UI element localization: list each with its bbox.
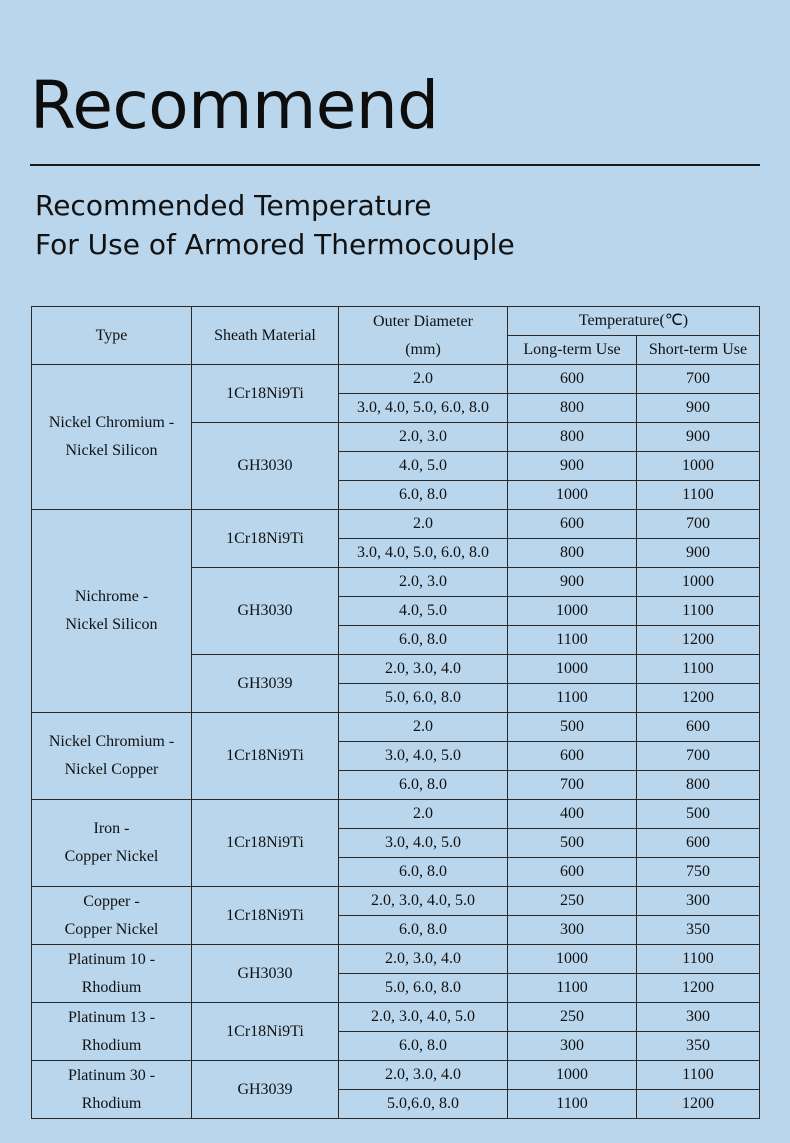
short-term-temp-cell: 1100 bbox=[637, 481, 760, 510]
short-term-temp-cell: 900 bbox=[637, 423, 760, 452]
type-label-line-2: Rhodium bbox=[81, 978, 142, 996]
table-row bbox=[32, 945, 760, 974]
type-cell bbox=[32, 510, 192, 713]
long-term-temp-cell: 1000 bbox=[508, 655, 637, 684]
sheath-material-cell: GH3039 bbox=[192, 655, 339, 713]
sheath-material-cell: GH3030 bbox=[192, 423, 339, 510]
short-term-temp-cell: 500 bbox=[637, 800, 760, 829]
title-divider bbox=[30, 164, 760, 166]
short-term-temp-cell: 1000 bbox=[637, 568, 760, 597]
short-term-temp-cell: 750 bbox=[637, 858, 760, 887]
type-cell bbox=[32, 887, 192, 945]
outer-diameter-cell: 3.0, 4.0, 5.0, 6.0, 8.0 bbox=[339, 394, 508, 423]
short-term-temp-cell: 300 bbox=[637, 887, 760, 916]
short-term-temp-cell: 350 bbox=[637, 1032, 760, 1061]
long-term-temp-cell: 1100 bbox=[508, 684, 637, 713]
type-label-line-1: Iron - bbox=[93, 820, 130, 837]
outer-diameter-cell: 3.0, 4.0, 5.0 bbox=[339, 829, 508, 858]
outer-diameter-cell: 6.0, 8.0 bbox=[339, 858, 508, 887]
type-label-line-1: Nickel Chromium - bbox=[48, 733, 175, 750]
sheath-material-cell: GH3030 bbox=[192, 568, 339, 655]
outer-diameter-cell: 6.0, 8.0 bbox=[339, 626, 508, 655]
header-diameter-line-2: (mm) bbox=[405, 340, 441, 358]
type-cell bbox=[32, 713, 192, 800]
outer-diameter-cell: 2.0, 3.0, 4.0 bbox=[339, 655, 508, 684]
short-term-temp-cell: 1200 bbox=[637, 684, 760, 713]
type-label-line-1: Platinum 13 - bbox=[67, 1008, 156, 1026]
header-long-term-use: Long-term Use bbox=[508, 336, 637, 365]
short-term-temp-cell: 1200 bbox=[637, 1090, 760, 1119]
header-sheath-material: Sheath Material bbox=[192, 307, 339, 365]
outer-diameter-cell: 3.0, 4.0, 5.0, 6.0, 8.0 bbox=[339, 539, 508, 568]
header-outer-diameter bbox=[339, 307, 508, 365]
long-term-temp-cell: 250 bbox=[508, 887, 637, 916]
long-term-temp-cell: 500 bbox=[508, 713, 637, 742]
long-term-temp-cell: 1100 bbox=[508, 1090, 637, 1119]
type-label-line-2: Nickel Silicon bbox=[65, 616, 158, 633]
table-row bbox=[32, 800, 760, 829]
header-short-term-use: Short-term Use bbox=[637, 336, 760, 365]
sheath-material-cell: 1Cr18Ni9Ti bbox=[192, 887, 339, 945]
long-term-temp-cell: 600 bbox=[508, 510, 637, 539]
table-row bbox=[32, 713, 760, 742]
short-term-temp-cell: 900 bbox=[637, 539, 760, 568]
header-temperature: Temperature(℃) bbox=[508, 307, 760, 336]
short-term-temp-cell: 350 bbox=[637, 916, 760, 945]
outer-diameter-cell: 2.0, 3.0, 4.0, 5.0 bbox=[339, 1003, 508, 1032]
header-type: Type bbox=[32, 307, 192, 365]
type-cell bbox=[32, 800, 192, 887]
outer-diameter-cell: 6.0, 8.0 bbox=[339, 771, 508, 800]
long-term-temp-cell: 600 bbox=[508, 742, 637, 771]
table-row bbox=[32, 510, 760, 539]
sheath-material-cell: 1Cr18Ni9Ti bbox=[192, 1003, 339, 1061]
outer-diameter-cell: 5.0, 6.0, 8.0 bbox=[339, 974, 508, 1003]
short-term-temp-cell: 900 bbox=[637, 394, 760, 423]
outer-diameter-cell: 6.0, 8.0 bbox=[339, 481, 508, 510]
page-subtitle bbox=[35, 186, 515, 264]
short-term-temp-cell: 1100 bbox=[637, 597, 760, 626]
short-term-temp-cell: 600 bbox=[637, 829, 760, 858]
long-term-temp-cell: 800 bbox=[508, 539, 637, 568]
short-term-temp-cell: 700 bbox=[637, 510, 760, 539]
type-label-line-1: Nichrome - bbox=[74, 588, 149, 605]
outer-diameter-cell: 2.0 bbox=[339, 800, 508, 829]
temperature-table bbox=[31, 306, 760, 1119]
long-term-temp-cell: 700 bbox=[508, 771, 637, 800]
type-label-line-1: Platinum 30 - bbox=[67, 1066, 156, 1084]
outer-diameter-cell: 2.0, 3.0 bbox=[339, 423, 508, 452]
type-cell bbox=[32, 945, 192, 1003]
outer-diameter-cell: 6.0, 8.0 bbox=[339, 916, 508, 945]
header-diameter-line-1: Outer Diameter bbox=[373, 312, 473, 330]
table-row bbox=[32, 365, 760, 394]
outer-diameter-cell: 5.0,6.0, 8.0 bbox=[339, 1090, 508, 1119]
sheath-material-cell: GH3039 bbox=[192, 1061, 339, 1119]
long-term-temp-cell: 1000 bbox=[508, 481, 637, 510]
short-term-temp-cell: 1100 bbox=[637, 655, 760, 684]
long-term-temp-cell: 1100 bbox=[508, 626, 637, 655]
sheath-material-cell: 1Cr18Ni9Ti bbox=[192, 713, 339, 800]
long-term-temp-cell: 800 bbox=[508, 423, 637, 452]
long-term-temp-cell: 600 bbox=[508, 365, 637, 394]
long-term-temp-cell: 900 bbox=[508, 452, 637, 481]
table-row bbox=[32, 1003, 760, 1032]
long-term-temp-cell: 250 bbox=[508, 1003, 637, 1032]
short-term-temp-cell: 1200 bbox=[637, 974, 760, 1003]
type-label-line-2: Nickel Copper bbox=[64, 761, 159, 778]
outer-diameter-cell: 4.0, 5.0 bbox=[339, 597, 508, 626]
short-term-temp-cell: 700 bbox=[637, 365, 760, 394]
outer-diameter-cell: 5.0, 6.0, 8.0 bbox=[339, 684, 508, 713]
table-row bbox=[32, 1061, 760, 1090]
type-cell bbox=[32, 365, 192, 510]
long-term-temp-cell: 1000 bbox=[508, 945, 637, 974]
outer-diameter-cell: 2.0 bbox=[339, 510, 508, 539]
long-term-temp-cell: 1000 bbox=[508, 1061, 637, 1090]
outer-diameter-cell: 2.0 bbox=[339, 713, 508, 742]
type-label-line-2: Copper Nickel bbox=[64, 848, 159, 865]
table-row bbox=[32, 887, 760, 916]
table-body bbox=[32, 365, 760, 1119]
type-label-line-1: Platinum 10 - bbox=[67, 950, 156, 968]
type-label-line-2: Rhodium bbox=[81, 1094, 142, 1112]
type-label-line-2: Rhodium bbox=[81, 1036, 142, 1054]
short-term-temp-cell: 700 bbox=[637, 742, 760, 771]
type-cell bbox=[32, 1003, 192, 1061]
outer-diameter-cell: 2.0 bbox=[339, 365, 508, 394]
short-term-temp-cell: 1100 bbox=[637, 1061, 760, 1090]
outer-diameter-cell: 3.0, 4.0, 5.0 bbox=[339, 742, 508, 771]
long-term-temp-cell: 900 bbox=[508, 568, 637, 597]
long-term-temp-cell: 300 bbox=[508, 916, 637, 945]
subtitle-line-2: For Use of Armored Thermocouple bbox=[35, 228, 515, 261]
outer-diameter-cell: 2.0, 3.0, 4.0 bbox=[339, 945, 508, 974]
type-label-line-1: Nickel Chromium - bbox=[48, 414, 175, 431]
outer-diameter-cell: 4.0, 5.0 bbox=[339, 452, 508, 481]
short-term-temp-cell: 300 bbox=[637, 1003, 760, 1032]
subtitle-line-1: Recommended Temperature bbox=[35, 189, 432, 222]
sheath-material-cell: 1Cr18Ni9Ti bbox=[192, 800, 339, 887]
long-term-temp-cell: 1100 bbox=[508, 974, 637, 1003]
long-term-temp-cell: 400 bbox=[508, 800, 637, 829]
short-term-temp-cell: 1200 bbox=[637, 626, 760, 655]
sheath-material-cell: 1Cr18Ni9Ti bbox=[192, 510, 339, 568]
sheath-material-cell: GH3030 bbox=[192, 945, 339, 1003]
sheath-material-cell: 1Cr18Ni9Ti bbox=[192, 365, 339, 423]
type-cell bbox=[32, 1061, 192, 1119]
long-term-temp-cell: 600 bbox=[508, 858, 637, 887]
short-term-temp-cell: 1100 bbox=[637, 945, 760, 974]
outer-diameter-cell: 2.0, 3.0 bbox=[339, 568, 508, 597]
long-term-temp-cell: 800 bbox=[508, 394, 637, 423]
outer-diameter-cell: 2.0, 3.0, 4.0, 5.0 bbox=[339, 887, 508, 916]
page-title: Recommend bbox=[30, 67, 439, 144]
type-label-line-2: Copper Nickel bbox=[64, 920, 159, 938]
type-label-line-1: Copper - bbox=[83, 892, 140, 910]
short-term-temp-cell: 800 bbox=[637, 771, 760, 800]
short-term-temp-cell: 600 bbox=[637, 713, 760, 742]
short-term-temp-cell: 1000 bbox=[637, 452, 760, 481]
long-term-temp-cell: 500 bbox=[508, 829, 637, 858]
long-term-temp-cell: 1000 bbox=[508, 597, 637, 626]
outer-diameter-cell: 6.0, 8.0 bbox=[339, 1032, 508, 1061]
outer-diameter-cell: 2.0, 3.0, 4.0 bbox=[339, 1061, 508, 1090]
long-term-temp-cell: 300 bbox=[508, 1032, 637, 1061]
type-label-line-2: Nickel Silicon bbox=[65, 442, 158, 459]
